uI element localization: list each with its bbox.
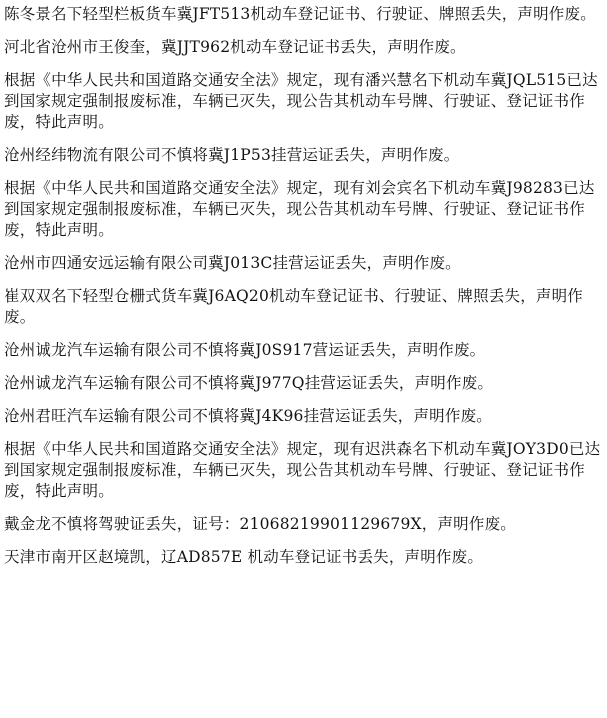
notice-paragraph: 根据《中华人民共和国道路交通安全法》规定，现有潘兴慧名下机动车冀JQL515已达到国家规定强制报废标准，车辆已灭失，现公告其机动车号牌、行驶证、登记证书作废，特此声明。	[4, 71, 598, 131]
notice-paragraph: 沧州经纬物流有限公司不慎将冀J1P53挂营运证丢失，声明作废。	[4, 146, 460, 164]
notice-paragraph: 沧州市四通安远运输有限公司冀J013C挂营运证丢失，声明作废。	[4, 254, 461, 272]
notice-paragraph: 陈冬景名下轻型栏板货车冀JFT513机动车登记证书、行驶证、牌照丢失，声明作废。	[4, 5, 596, 23]
notice-paragraph: 崔双双名下轻型仓栅式货车冀J6AQ20机动车登记证书、行驶证、牌照丢失，声明作废。	[4, 287, 584, 326]
notice-paragraph: 沧州君旺汽车运输有限公司不慎将冀J4K96挂营运证丢失，声明作废。	[4, 407, 492, 425]
notice-paragraph: 河北省沧州市王俊奎，冀JJT962机动车登记证书丢失，声明作废。	[4, 38, 466, 56]
notice-paragraph: 根据《中华人民共和国道路交通安全法》规定，现有刘会宾名下机动车冀J98283已达到国家规定强制报废标准，车辆已灭失，现公告其机动车号牌、行驶证、登记证书作废，特此声明。	[4, 179, 595, 239]
notice-paragraph: 沧州诚龙汽车运输有限公司不慎将冀J0S917营运证丢失，声明作废。	[4, 341, 486, 359]
notice-paragraph: 沧州诚龙汽车运输有限公司不慎将冀J977Q挂营运证丢失，声明作废。	[4, 374, 494, 392]
notice-paragraph: 根据《中华人民共和国道路交通安全法》规定，现有迟洪森名下机动车冀JOY3D0已达到国家规定强制报废标准，车辆已灭失，现公告其机动车号牌、行驶证、登记证书作废，特此声明。	[4, 440, 601, 500]
notice-paragraph: 戴金龙不慎将驾驶证丢失，证号：2106821990112967​9X，声明作废。	[4, 515, 516, 533]
notice-paragraph: 天津市南开区赵境凯，辽AD857E 机动车登记证书丢失，声明作废。	[4, 548, 484, 566]
